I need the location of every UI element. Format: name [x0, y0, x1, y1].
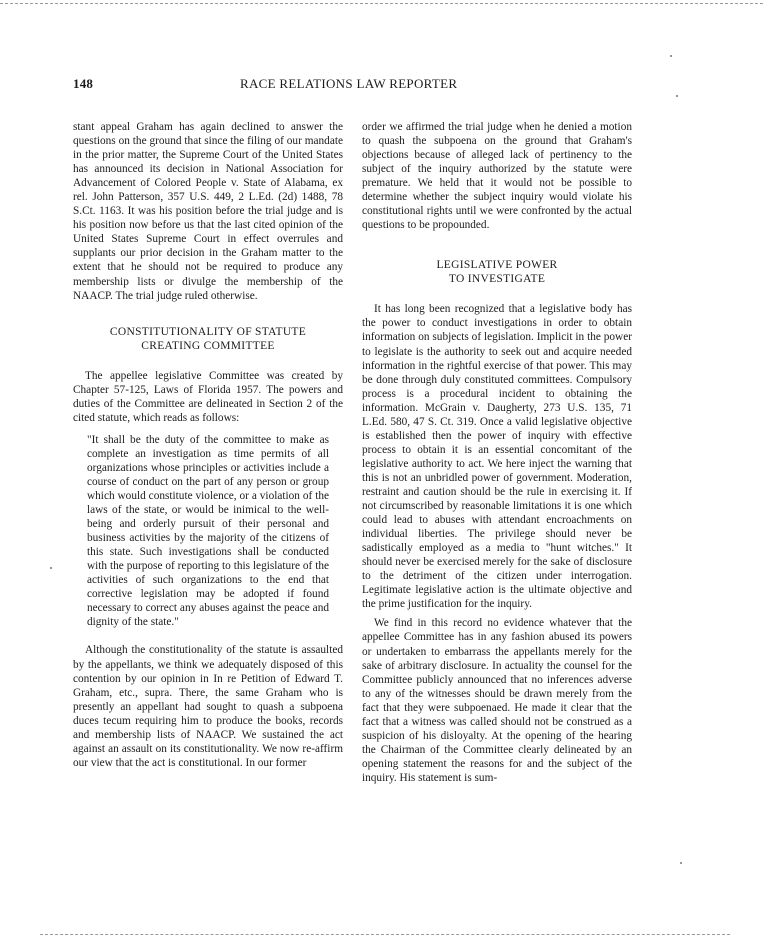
statute-quote-text: "It shall be the duty of the committee to make as complete an investigation as time permits of all organizations whose principles or activities include a course of conduct on the part of any person or group which would constitute violence, or a violation of the laws of the state, or would be inimical to the well-being and orderly pursuit of their personal and business activities by the majority of the citizens of this state. Such investigations shall be conducted with the purpose of reporting to this legislature of the activities of such organizations to the end that corrective legislation may be adopted if found necessary to correct any abuses against the peace and dignity of the state." [87, 433, 329, 629]
scan-speck [676, 95, 678, 97]
heading-line-1: CONSTITUTIONALITY OF STATUTE [109, 325, 307, 338]
running-title: RACE RELATIONS LAW REPORTER [240, 76, 458, 91]
left-paragraph-2: The appellee legislative Committee was created by Chapter 57-125, Laws of Florida 1957. The powers and duties of the Committee are delineated in Section 2 of the cited statute, which reads as follows: [73, 369, 343, 424]
heading-line-1: LEGISLATIVE POWER [436, 259, 558, 272]
statute-quote [87, 433, 329, 630]
scan-speck [50, 567, 52, 569]
top-scan-border [0, 3, 763, 4]
page-number: 148 [73, 76, 94, 91]
bottom-scan-border [40, 934, 730, 935]
right-paragraph-1: order we affirmed the trial judge when he denied a motion to quash the subpoena on the ground that Graham's objections because of alleged lack of pertinency to the subject of the inquiry authorized by the statute were premature. We held that it would not be possible to determine whether the subject inquiry would violate his constitutional rights until we were confronted by the actual questions to be propounded. [362, 121, 632, 232]
scan-speck [680, 862, 682, 864]
right-paragraph-2: It has long been recognized that a legislative body has the power to conduct investigations in order to obtain information on subjects of legislation. Implicit in the power to legislate is the authority to seek out and acquire needed information in the rightful exercise of that power. This may be done through duly constituted committees. Compulsory process is a procedural incident to obtaining the information. McGrain v. Daugherty, 273 U.S. 135, 71 L.Ed. 580, 47 S. Ct. 319. Once a valid legislative objective is established then the power of inquiry with effective process to obtain it is an essential concomitant of the legislative authority to act. We here inject the warning that this is not an unbridled power of government. Moderation, restraint and caution should be the rule in exercising it. If not circumscribed by reasonable limitations it is one which could lead to abuses with attendant encroachments on individual liberties. The privilege should never be sadistically employed as a media to "hunt witches." It should never be exercised merely for the sake of disclosure to the detriment of the citizen under interrogation. Legitimate legislative action is the ultimate objective and the prime justification for the inquiry. [362, 303, 632, 611]
left-paragraph-3: Although the constitutionality of the statute is assaulted by the appellants, we think we adequately disposed of this contention by our opinion in In re Petition of Edward T. Graham, etc., supra. There, the same Graham who is presently an appellant had sought to quash a subpoena duces tecum requiring him to produce the books, records and membership lists of NAACP. We sustained the act against an assault on its constitutionality. We now re-affirm our view that the act is constitutional. In our former [73, 644, 343, 769]
section-heading-constitutionality [73, 325, 343, 353]
scan-speck [670, 55, 672, 57]
right-column [362, 120, 632, 785]
left-column [73, 120, 343, 770]
right-paragraph-3: We find in this record no evidence whatever that the appellee Committee has in any fashion abused its powers or undertaken to embarrass the appellants merely for the sake of arbitrary disclosure. In actuality the counsel for the Committee publicly announced that no inferences adverse to any of the witnesses should be drawn merely from the fact that they were subpoenaed. He made it clear that the fact that a witness was called should not be construed as a suspicion of his disloyalty. At the opening of the hearing the Chairman of the Committee clearly delineated by an opening statement the reasons for and the subject of the inquiry. His statement is sum- [362, 617, 632, 784]
heading-line-2: TO INVESTIGATE [448, 273, 546, 286]
left-paragraph-1: stant appeal Graham has again declined to answer the questions on the ground that since the filing of our mandate in the prior matter, the Supreme Court of the United States has announced its decision in National Association for Advancement of Colored People v. State of Alabama, ex rel. John Patterson, 357 U.S. 449, 2 L.Ed. (2d) 1488, 78 S.Ct. 1163. It was his position before the trial judge and is his position now before us that the last cited opinion of the United States Supreme Court in effect overrules and supplants our prior decision in the Graham matter to the extent that he should not be required to produce any membership lists or divulge the membership of the NAACP. The trial judge ruled otherwise. [73, 121, 343, 302]
section-heading-legislative-power [362, 258, 632, 286]
heading-line-2: CREATING COMMITTEE [141, 339, 275, 352]
